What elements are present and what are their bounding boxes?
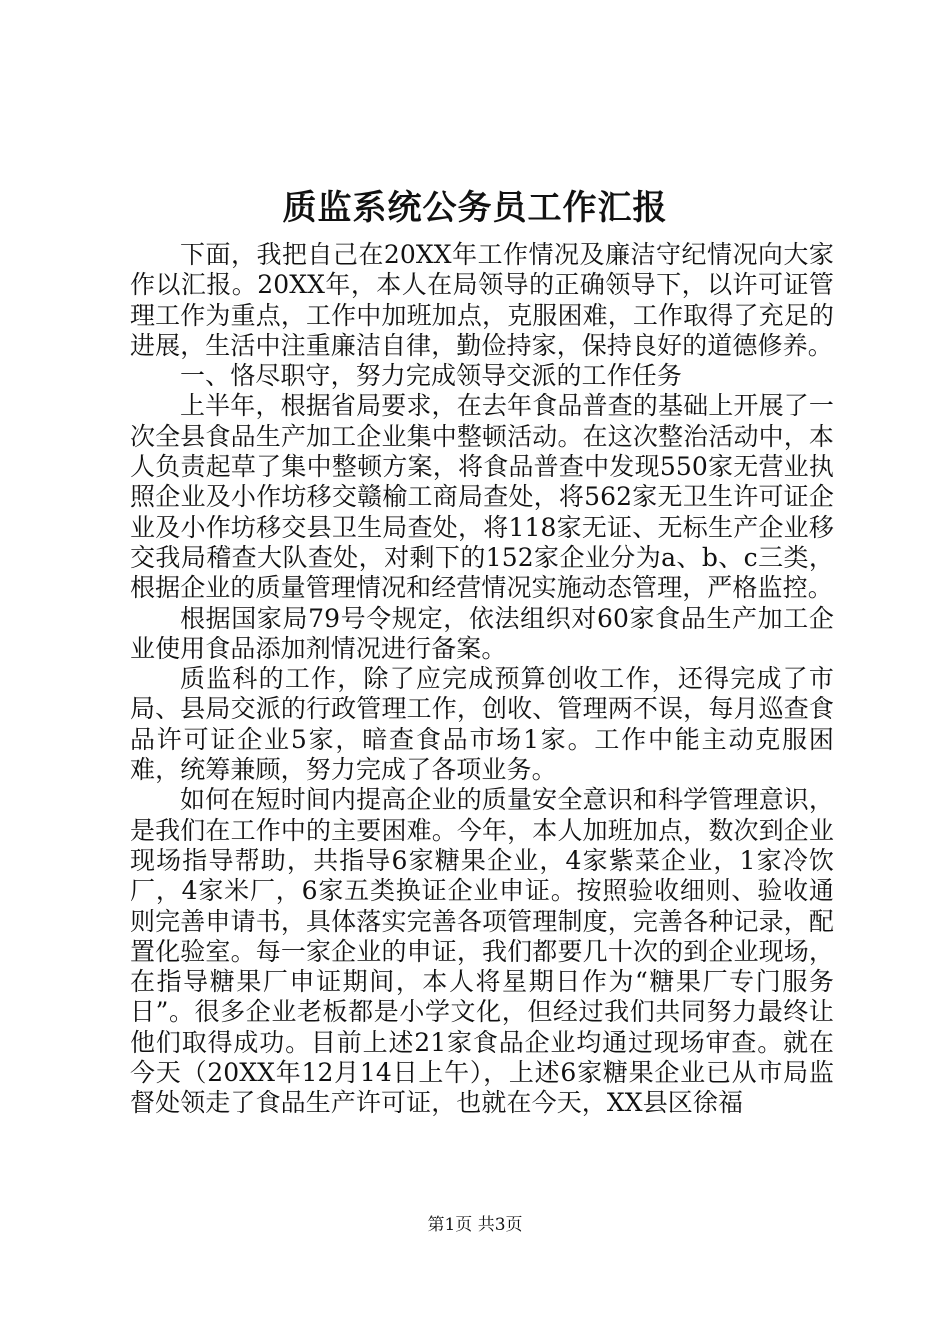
paragraph-additive-filing: 根据国家局79号令规定，依法组织对60家食品生产加工企业使用食品添加剂情况进行备案。: [130, 603, 834, 663]
paragraph-rectification: 上半年，根据省局要求，在去年食品普查的基础上开展了一次全县食品生产加工企业集中整顿活动。在这次整治活动中，本人负责起草了集中整顿方案，将食品普查中发现550家无营业执照企业及小作坊移交赣榆工商局查处，将562家无卫生许可证企业及小作坊移交县卫生局查处，将118家无证、无标生产企业移交我局稽查大队查处，对剩下的152家企业分为a、b、c三类，根据企业的质量管理情况和经营情况实施动态管理，严格监控。: [130, 391, 834, 603]
paragraph-department-work: 质监科的工作，除了应完成预算创收工作，还得完成了市局、县局交派的行政管理工作，创收、管理两不误，每月巡查食品许可证企业5家，暗查食品市场1家。工作中能主动克服困难，统筹兼顾，努力完成了各项业务。: [130, 664, 834, 785]
document-title: 质监系统公务员工作汇报: [282, 188, 668, 228]
page-number-footer: 第1页 共3页: [427, 1215, 523, 1235]
section-heading: 一、恪尽职守，努力完成领导交派的工作任务: [180, 361, 683, 391]
paragraph-intro: 下面，我把自己在20XX年工作情况及廉洁守纪情况向大家作以汇报。20XX年，本人在局领导的正确领导下，以许可证管理工作为重点，工作中加班加点，克服困难，工作取得了充足的进展，生活中注重廉洁自律，勤俭持家，保持良好的道德修养。: [130, 240, 834, 360]
paragraph-enterprise-guidance: 如何在短时间内提高企业的质量安全意识和科学管理意识，是我们在工作中的主要困难。今年，本人加班加点，数次到企业现场指导帮助，共指导6家糖果企业，4家紫菜企业，1家冷饮厂，4家米厂，6家五类换证企业申证。按照验收细则、验收通则完善申请书，具体落实完善各项管理制度，完善各种记录，配置化验室。每一家企业的申证，我们都要几十次的到企业现场，在指导糖果厂申证期间，本人将星期日作为“糖果厂专门服务日”。很多企业老板都是小学文化，但经过我们共同努力最终让他们取得成功。目前上述21家食品企业均通过现场审查。就在今天（20XX年12月14日上午），上述6家糖果企业已从市局监督处领走了食品生产许可证，也就在今天，XX县区徐福: [130, 785, 834, 1118]
document-body: [130, 240, 834, 1119]
